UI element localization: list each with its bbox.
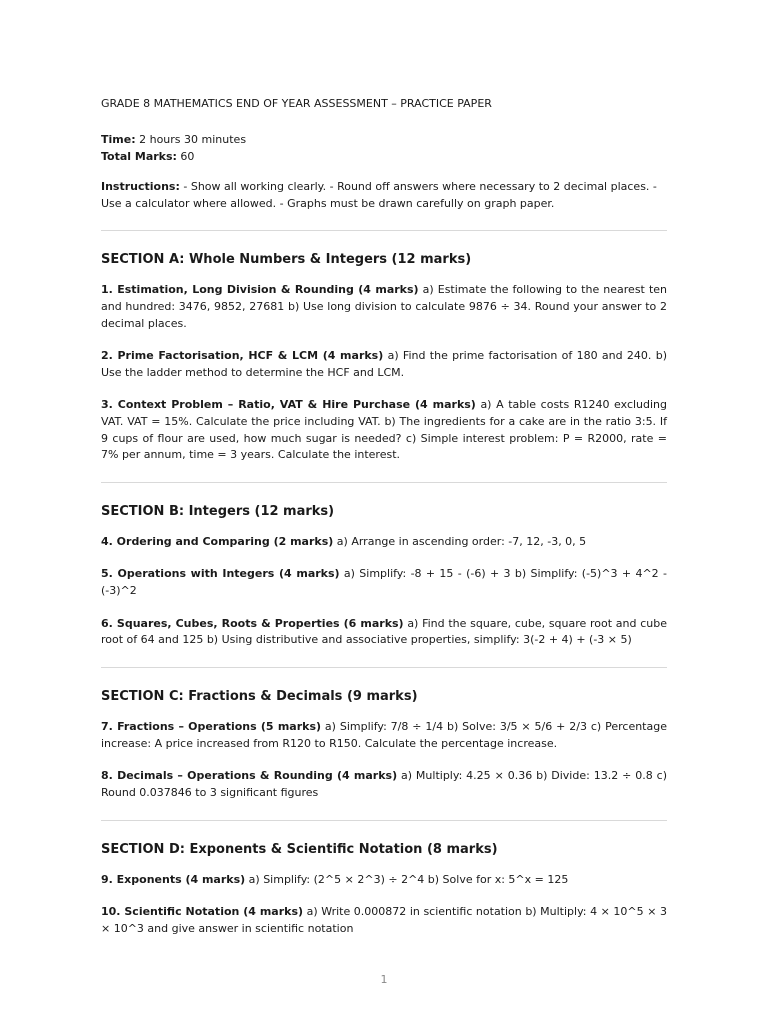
question-heading: 4. Ordering and Comparing (2 marks): [101, 535, 334, 549]
divider: [101, 230, 667, 231]
question-heading: 10. Scientific Notation (4 marks): [101, 905, 304, 919]
section-title: SECTION A: Whole Numbers & Integers (12 marks): [101, 252, 472, 267]
instructions: [101, 179, 667, 212]
question-1: [101, 282, 667, 332]
question-heading: 3. Context Problem – Ratio, VAT & Hire Purchase (4 marks): [101, 397, 476, 411]
question-6: [101, 616, 667, 650]
section-title: SECTION D: Exponents & Scientific Notation (8 marks): [101, 841, 498, 857]
divider: [101, 482, 667, 483]
total-marks-value: 60: [176, 149, 195, 163]
instructions-text: - Show all working clearly. - Round off answers where necessary to 2 decimal places. - Use a calculator where allowed. - Graphs must be drawn carefully on graph paper.: [101, 180, 657, 210]
time-value: 2 hours 30 minutes: [135, 133, 247, 146]
question-text: a) Simplify: (2^5 × 2^3) ÷ 2^4 b) Solve for x: 5^x = 125: [245, 872, 569, 886]
question-7: [101, 719, 667, 753]
question-2: [101, 348, 667, 382]
section-title: SECTION C: Fractions & Decimals (9 marks): [101, 689, 418, 705]
total-marks-label: Total Marks:: [101, 149, 177, 163]
section-d: [101, 841, 667, 938]
section-title: SECTION B: Integers (12 marks): [101, 504, 335, 520]
meta-block: [101, 132, 667, 165]
question-3: [101, 397, 667, 464]
question-text: a) Find the prime factorisation of 180 and 240. b) Use the ladder method to determine the HCF and LCM.: [101, 348, 667, 379]
divider: [101, 820, 667, 821]
question-text: a) Find the square, cube, square root and cube root of 64 and 125 b) Using distributive and associative properties, simplify: 3(-2 + 4) + (-3 × 5): [101, 616, 667, 647]
time-label: Time:: [101, 133, 136, 146]
question-heading: 5. Operations with Integers (4 marks): [101, 567, 340, 581]
question-4: [101, 534, 667, 551]
section-c: [101, 688, 667, 802]
question-heading: 6. Squares, Cubes, Roots & Properties (6 marks): [101, 616, 404, 630]
page-number: 1: [380, 973, 388, 986]
document-title: GRADE 8 MATHEMATICS END OF YEAR ASSESSMENT – PRACTICE PAPER: [101, 97, 492, 110]
question-text: a) Estimate the following to the nearest ten and hundred: 3476, 9852, 27681 b) Use long division to calculate 9876 ÷ 34. Round your answer to 2 decimal places.: [101, 283, 667, 330]
question-heading: 1. Estimation, Long Division & Rounding (4 marks): [101, 283, 419, 296]
question-8: [101, 768, 667, 802]
divider: [101, 667, 667, 668]
question-heading: 2. Prime Factorisation, HCF & LCM (4 marks): [101, 348, 384, 362]
instructions-label: Instructions:: [101, 180, 180, 193]
question-9: [101, 872, 667, 889]
time-line: [101, 132, 667, 149]
total-marks-line: [101, 149, 667, 166]
question-heading: 7. Fractions – Operations (5 marks): [101, 720, 322, 734]
question-5: [101, 566, 667, 600]
question-heading: 9. Exponents (4 marks): [101, 872, 246, 886]
question-text: a) Simplify: -8 + 15 - (-6) + 3 b) Simplify: (-5)^3 + 4^2 - (-3)^2: [101, 567, 667, 598]
question-text: a) Arrange in ascending order: -7, 12, -3, 0, 5: [333, 535, 587, 549]
question-10: [101, 904, 667, 938]
question-text: a) Multiply: 4.25 × 0.36 b) Divide: 13.2 ÷ 0.8 c) Round 0.037846 to 3 significant figures: [101, 769, 667, 800]
section-a: [101, 251, 667, 464]
question-text: a) A table costs R1240 excluding VAT. VAT = 15%. Calculate the price including VAT. b) The ingredients for a cake are in the ratio 3:5. If 9 cups of flour are used, how much sugar is needed? c) Simple interest problem: P = R2000, rate = 7% per annum, time = 3 years. Calculate the interest.: [101, 397, 668, 462]
question-text: a) Write 0.000872 in scientific notation b) Multiply: 4 × 10^5 × 3 × 10^3 and give answer in scientific notation: [101, 905, 667, 935]
question-text: a) Simplify: 7/8 ÷ 1/4 b) Solve: 3/5 × 5/6 + 2/3 c) Percentage increase: A price increased from R120 to R150. Calculate the percentage increase.: [101, 720, 667, 750]
question-heading: 8. Decimals – Operations & Rounding (4 marks): [101, 769, 398, 783]
section-b: [101, 503, 667, 649]
